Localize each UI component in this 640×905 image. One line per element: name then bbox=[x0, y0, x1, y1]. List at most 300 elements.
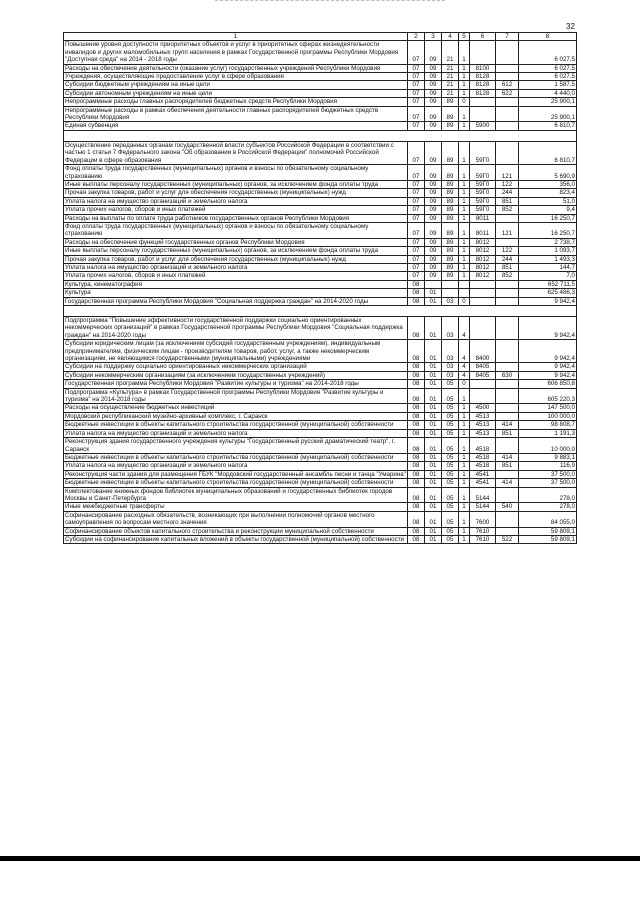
code-cell: 03 bbox=[442, 297, 459, 305]
code-cell bbox=[470, 41, 496, 64]
code-cell: 7610 bbox=[470, 527, 496, 535]
code-cell: 08 bbox=[408, 421, 425, 429]
code-cell: 1 bbox=[459, 404, 470, 412]
amount-cell: 116,9 bbox=[519, 462, 577, 470]
code-cell: 1 bbox=[459, 81, 470, 89]
code-cell: 01 bbox=[425, 470, 442, 478]
code-cell: 4518 bbox=[470, 462, 496, 470]
code-cell: 03 bbox=[442, 340, 459, 363]
page-number: 32 bbox=[566, 22, 575, 31]
code-cell: 1 bbox=[459, 165, 470, 181]
table-row bbox=[64, 421, 577, 429]
table-row bbox=[64, 98, 577, 106]
code-cell bbox=[470, 280, 496, 288]
amount-cell: 6 027,5 bbox=[519, 41, 577, 64]
code-cell: 09 bbox=[425, 122, 442, 130]
amount-cell: 1 587,5 bbox=[519, 81, 577, 89]
amount-cell: 1 493,3 bbox=[519, 255, 577, 263]
row-name-cell: Комплектование книжных фондов библиотек муниципальных образований и государственных библиотек городов Москвы и Санкт-Петербурга bbox=[64, 487, 408, 503]
amount-cell: 606 850,8 bbox=[519, 380, 577, 388]
code-cell: 09 bbox=[425, 98, 442, 106]
code-cell: 07 bbox=[408, 214, 425, 222]
row-name-cell: Подпрограмма "Повышение эффективности государственной поддержки социально ориентированных некоммерческих организаций" в рамках Государственной программы Республики Мордовия "Социальная поддержка граждан" на 2014-2020 годы bbox=[64, 317, 408, 340]
amount-cell: 356,0 bbox=[519, 180, 577, 188]
code-cell bbox=[496, 404, 519, 412]
code-cell: 07 bbox=[408, 247, 425, 255]
row-name-cell: Единая субвенция bbox=[64, 122, 408, 130]
row-name-cell: Прочая закупка товаров, работ и услуг для обеспечения государственных (муниципальных) нужд bbox=[64, 255, 408, 263]
code-cell: 09 bbox=[425, 189, 442, 197]
row-name-cell: Уплата налога на имущество организаций и земельного налога bbox=[64, 429, 408, 437]
header-cell: 7 bbox=[496, 33, 519, 41]
row-name-cell: Субсидии на поддержку социально ориентированных некоммерческих организаций bbox=[64, 363, 408, 371]
table-row bbox=[64, 412, 577, 420]
amount-cell: 37 500,0 bbox=[519, 470, 577, 478]
code-cell: 08 bbox=[408, 412, 425, 420]
code-cell: 09 bbox=[425, 238, 442, 246]
amount-cell: 10 000,0 bbox=[519, 438, 577, 454]
code-cell bbox=[470, 388, 496, 404]
code-cell bbox=[470, 106, 496, 122]
code-cell: 05 bbox=[442, 380, 459, 388]
code-cell bbox=[470, 380, 496, 388]
code-cell: 01 bbox=[425, 371, 442, 379]
header-cell: 3 bbox=[425, 33, 442, 41]
code-cell: 07 bbox=[408, 64, 425, 72]
table-body bbox=[64, 41, 577, 544]
table-row bbox=[64, 535, 577, 543]
code-cell: 09 bbox=[425, 247, 442, 255]
code-cell: 59Г0 bbox=[470, 197, 496, 205]
row-name-cell: Государственная программа Республики Мордовия "Развитие культуры и туризма" на 2014-2018 годы bbox=[64, 380, 408, 388]
code-cell: 07 bbox=[408, 165, 425, 181]
header-cell: 6 bbox=[470, 33, 496, 41]
amount-cell: 100 000,0 bbox=[519, 412, 577, 420]
code-cell: 09 bbox=[425, 141, 442, 164]
amount-cell: 59 809,1 bbox=[519, 535, 577, 543]
table-row bbox=[64, 165, 577, 181]
amount-cell: 6 810,7 bbox=[519, 122, 577, 130]
code-cell: 1 bbox=[459, 479, 470, 487]
code-cell bbox=[496, 73, 519, 81]
header-cell: 8 bbox=[519, 33, 577, 41]
code-cell: 1 bbox=[459, 503, 470, 511]
code-cell: 1 bbox=[459, 106, 470, 122]
code-cell: 1 bbox=[459, 238, 470, 246]
row-name-cell: Уплата прочих налогов, сборов и иных платежей bbox=[64, 206, 408, 214]
table-row bbox=[64, 106, 577, 122]
code-cell: 08 bbox=[408, 380, 425, 388]
header-cell: 2 bbox=[408, 33, 425, 41]
code-cell: 01 bbox=[425, 388, 442, 404]
code-cell: 05 bbox=[442, 535, 459, 543]
table-row bbox=[64, 41, 577, 64]
code-cell bbox=[442, 280, 459, 288]
code-cell bbox=[470, 317, 496, 340]
code-cell: 8400 bbox=[470, 340, 496, 363]
amount-cell: 278,0 bbox=[519, 503, 577, 511]
code-cell: 59Г0 bbox=[470, 206, 496, 214]
code-cell: 05 bbox=[442, 511, 459, 527]
code-cell bbox=[496, 511, 519, 527]
code-cell: 4513 bbox=[470, 412, 496, 420]
code-cell bbox=[496, 527, 519, 535]
code-cell: 8128 bbox=[470, 89, 496, 97]
amount-cell: 51,0 bbox=[519, 197, 577, 205]
row-name-cell: Уплата налога на имущество организаций и земельного налога bbox=[64, 462, 408, 470]
code-cell: 1 bbox=[459, 388, 470, 404]
code-cell: 09 bbox=[425, 180, 442, 188]
code-cell: 89 bbox=[442, 98, 459, 106]
code-cell: 8100 bbox=[470, 64, 496, 72]
code-cell: 05 bbox=[442, 421, 459, 429]
row-name-cell: Бюджетные инвестиции в объекты капитального строительства государственной (муниципальной) собственности bbox=[64, 453, 408, 461]
code-cell: 05 bbox=[442, 429, 459, 437]
code-cell: 07 bbox=[408, 255, 425, 263]
code-cell: 851 bbox=[496, 263, 519, 271]
code-cell bbox=[496, 340, 519, 363]
table-row bbox=[64, 130, 577, 141]
row-name-cell: Осуществление переданных органам государственной власти субъектов Российской Федерации в соответствии с частью 1 статьи 7 Федерального закона "Об образовании в Российской Федерации" полномочий Российской Федерации в сфере образования bbox=[64, 141, 408, 164]
code-cell: 4518 bbox=[470, 438, 496, 454]
code-cell bbox=[425, 280, 442, 288]
code-cell: 89 bbox=[442, 189, 459, 197]
table-row bbox=[64, 289, 577, 297]
code-cell: 630 bbox=[496, 371, 519, 379]
code-cell: 244 bbox=[496, 189, 519, 197]
code-cell: 08 bbox=[408, 280, 425, 288]
code-cell: 8012 bbox=[470, 255, 496, 263]
table-row bbox=[64, 470, 577, 478]
code-cell: 4500 bbox=[470, 404, 496, 412]
code-cell: 1 bbox=[459, 214, 470, 222]
code-cell: 08 bbox=[408, 527, 425, 535]
code-cell bbox=[496, 388, 519, 404]
code-cell bbox=[459, 280, 470, 288]
row-name-cell: Софинансирование объектов капитального строительства и реконструкции муниципальной собственности bbox=[64, 527, 408, 535]
code-cell: 21 bbox=[442, 73, 459, 81]
code-cell: 08 bbox=[408, 438, 425, 454]
code-cell: 01 bbox=[425, 317, 442, 340]
code-cell: 08 bbox=[408, 404, 425, 412]
code-cell: 1 bbox=[459, 511, 470, 527]
code-cell: 8405 bbox=[470, 371, 496, 379]
code-cell: 4541 bbox=[470, 479, 496, 487]
code-cell: 8128 bbox=[470, 81, 496, 89]
code-cell: 21 bbox=[442, 41, 459, 64]
code-cell bbox=[496, 122, 519, 130]
header-cell: 1 bbox=[64, 33, 408, 41]
code-cell: 08 bbox=[408, 535, 425, 543]
code-cell: 07 bbox=[408, 206, 425, 214]
code-cell: 89 bbox=[442, 141, 459, 164]
code-cell: 89 bbox=[442, 214, 459, 222]
code-cell bbox=[470, 297, 496, 305]
code-cell: 07 bbox=[408, 89, 425, 97]
table-row bbox=[64, 462, 577, 470]
code-cell: 01 bbox=[425, 421, 442, 429]
code-cell bbox=[496, 280, 519, 288]
code-cell: 08 bbox=[408, 511, 425, 527]
row-name-cell: Фонд оплаты труда государственных (муниципальных) органов и взносы по обязательному социальному страхованию bbox=[64, 222, 408, 238]
row-name-cell: Расходы на осуществление бюджетных инвестиций bbox=[64, 404, 408, 412]
code-cell: 1 bbox=[459, 535, 470, 543]
code-cell: 59Г0 bbox=[470, 165, 496, 181]
code-cell bbox=[496, 214, 519, 222]
row-name-cell: Субсидии на софинансирование капитальных вложений в объекты государственной (муниципальной) собственности bbox=[64, 535, 408, 543]
code-cell: 01 bbox=[425, 453, 442, 461]
row-name-cell: Государственная программа Республики Мордовия "Социальная поддержка граждан" на 2014-2020 годы bbox=[64, 297, 408, 305]
code-cell bbox=[496, 363, 519, 371]
code-cell: 244 bbox=[496, 255, 519, 263]
code-cell: 8011 bbox=[470, 222, 496, 238]
row-name-cell: Бюджетные инвестиции в объекты капитального строительства государственной (муниципальной) собственности bbox=[64, 479, 408, 487]
code-cell: 05 bbox=[442, 527, 459, 535]
code-cell bbox=[470, 98, 496, 106]
amount-cell: 98 808,7 bbox=[519, 421, 577, 429]
amount-cell: 144,7 bbox=[519, 263, 577, 271]
code-cell: 07 bbox=[408, 197, 425, 205]
row-name-cell: Расходы на обеспечение деятельности (оказание услуг) государственных учреждений Республики Мордовия bbox=[64, 64, 408, 72]
amount-cell: 9 942,4 bbox=[519, 363, 577, 371]
row-name-cell: Непрограммные расходы главных распорядителей бюджетных средств Республики Мордовия bbox=[64, 98, 408, 106]
table-row bbox=[64, 81, 577, 89]
code-cell bbox=[496, 141, 519, 164]
code-cell: 1 bbox=[459, 141, 470, 164]
code-cell: 89 bbox=[442, 122, 459, 130]
code-cell: 07 bbox=[408, 141, 425, 164]
code-cell: 1 bbox=[459, 255, 470, 263]
table-row bbox=[64, 247, 577, 255]
table-row bbox=[64, 363, 577, 371]
code-cell: 1 bbox=[459, 247, 470, 255]
code-cell: 1 bbox=[459, 222, 470, 238]
amount-cell: 6 810,7 bbox=[519, 141, 577, 164]
code-cell: 01 bbox=[425, 438, 442, 454]
code-cell: 09 bbox=[425, 255, 442, 263]
row-name-cell: Уплата налога на имущество организаций и земельного налога bbox=[64, 197, 408, 205]
table-row bbox=[64, 487, 577, 503]
code-cell: 07 bbox=[408, 238, 425, 246]
code-cell: 09 bbox=[425, 263, 442, 271]
code-cell: 01 bbox=[425, 297, 442, 305]
code-cell bbox=[470, 289, 496, 297]
table-row bbox=[64, 479, 577, 487]
table-row bbox=[64, 73, 577, 81]
amount-cell: 823,4 bbox=[519, 189, 577, 197]
amount-cell: 5 690,9 bbox=[519, 165, 577, 181]
code-cell: 05 bbox=[442, 453, 459, 461]
code-cell: 07 bbox=[408, 41, 425, 64]
table-row bbox=[64, 297, 577, 305]
code-cell: 1 bbox=[459, 89, 470, 97]
code-cell: 1 bbox=[459, 453, 470, 461]
code-cell: 01 bbox=[425, 535, 442, 543]
code-cell: 08 bbox=[408, 388, 425, 404]
code-cell bbox=[496, 41, 519, 64]
code-cell: 8012 bbox=[470, 263, 496, 271]
code-cell: 414 bbox=[496, 479, 519, 487]
table-row bbox=[64, 380, 577, 388]
code-cell: 09 bbox=[425, 197, 442, 205]
row-name-cell: Культура bbox=[64, 289, 408, 297]
code-cell: 4513 bbox=[470, 421, 496, 429]
row-name-cell: Расходы на обеспечение функций государственных органов Республики Мордовия bbox=[64, 238, 408, 246]
code-cell: 59Г0 bbox=[470, 180, 496, 188]
code-cell: 1 bbox=[459, 272, 470, 280]
code-cell bbox=[496, 487, 519, 503]
row-name-cell: Уплата налога на имущество организаций и земельного налога bbox=[64, 263, 408, 271]
amount-cell: 147 500,0 bbox=[519, 404, 577, 412]
code-cell: 8012 bbox=[470, 238, 496, 246]
code-cell: 851 bbox=[496, 197, 519, 205]
budget-table bbox=[63, 32, 577, 544]
code-cell: 59Г0 bbox=[470, 141, 496, 164]
row-name-cell: Субсидии автономным учреждениям на иные цели bbox=[64, 89, 408, 97]
code-cell: 8012 bbox=[470, 272, 496, 280]
code-cell: 07 bbox=[408, 81, 425, 89]
code-cell: 0 bbox=[459, 380, 470, 388]
code-cell: 89 bbox=[442, 247, 459, 255]
code-cell: 5144 bbox=[470, 503, 496, 511]
table-row bbox=[64, 180, 577, 188]
code-cell: 1 bbox=[459, 197, 470, 205]
amount-cell: 6 027,5 bbox=[519, 64, 577, 72]
header-row bbox=[64, 33, 577, 41]
amount-cell: 16 250,7 bbox=[519, 222, 577, 238]
code-cell: 09 bbox=[425, 64, 442, 72]
code-cell: 21 bbox=[442, 89, 459, 97]
code-cell: 08 bbox=[408, 371, 425, 379]
amount-cell: 16 250,7 bbox=[519, 214, 577, 222]
table-row bbox=[64, 527, 577, 535]
table-row bbox=[64, 340, 577, 363]
code-cell: 01 bbox=[425, 412, 442, 420]
code-cell: 89 bbox=[442, 255, 459, 263]
code-cell bbox=[496, 412, 519, 420]
amount-cell: 605 220,3 bbox=[519, 388, 577, 404]
amount-cell: 9 942,4 bbox=[519, 297, 577, 305]
table-row bbox=[64, 197, 577, 205]
amount-cell: 1 191,3 bbox=[519, 429, 577, 437]
code-cell: 612 bbox=[496, 81, 519, 89]
code-cell: 07 bbox=[408, 263, 425, 271]
code-cell: 89 bbox=[442, 238, 459, 246]
code-cell: 08 bbox=[408, 297, 425, 305]
code-cell bbox=[459, 289, 470, 297]
code-cell: 08 bbox=[408, 479, 425, 487]
code-cell: 89 bbox=[442, 197, 459, 205]
code-cell: 4541 bbox=[470, 470, 496, 478]
table-row bbox=[64, 206, 577, 214]
code-cell: 08 bbox=[408, 470, 425, 478]
spacer-cell bbox=[64, 306, 577, 317]
code-cell: 122 bbox=[496, 180, 519, 188]
code-cell: 1 bbox=[459, 527, 470, 535]
code-cell: 07 bbox=[408, 106, 425, 122]
code-cell: 522 bbox=[496, 535, 519, 543]
amount-cell: 652 711,5 bbox=[519, 280, 577, 288]
code-cell: 07 bbox=[408, 73, 425, 81]
code-cell bbox=[496, 297, 519, 305]
code-cell: 08 bbox=[408, 340, 425, 363]
code-cell: 08 bbox=[408, 503, 425, 511]
table-row bbox=[64, 222, 577, 238]
table-row bbox=[64, 263, 577, 271]
amount-cell: 2 738,7 bbox=[519, 238, 577, 246]
code-cell bbox=[496, 98, 519, 106]
code-cell: 01 bbox=[425, 340, 442, 363]
code-cell: 05 bbox=[442, 487, 459, 503]
table-row bbox=[64, 453, 577, 461]
row-name-cell: Расходы на выплаты по оплате труда работников государственных органов Республики Мордовия bbox=[64, 214, 408, 222]
code-cell: 01 bbox=[425, 380, 442, 388]
table-row bbox=[64, 429, 577, 437]
row-name-cell: Учреждения, осуществляющие предоставление услуг в сфере образования bbox=[64, 73, 408, 81]
code-cell: 1 bbox=[459, 263, 470, 271]
code-cell: 09 bbox=[425, 222, 442, 238]
code-cell: 08 bbox=[408, 363, 425, 371]
code-cell: 122 bbox=[496, 247, 519, 255]
code-cell: 1 bbox=[459, 73, 470, 81]
code-cell: 414 bbox=[496, 421, 519, 429]
amount-cell: 9 883,1 bbox=[519, 453, 577, 461]
code-cell: 851 bbox=[496, 429, 519, 437]
code-cell: 4518 bbox=[470, 453, 496, 461]
code-cell bbox=[496, 438, 519, 454]
row-name-cell: Иные выплаты персоналу государственных (муниципальных) органов, за исключением фонда оплаты труда bbox=[64, 180, 408, 188]
table-row bbox=[64, 511, 577, 527]
code-cell: 5900 bbox=[470, 122, 496, 130]
code-cell: 07 bbox=[408, 122, 425, 130]
amount-cell: 7,0 bbox=[519, 272, 577, 280]
row-name-cell: Реконструкция здания государственного учреждения культуры "Государственный русский драматический театр", г. Саранск bbox=[64, 438, 408, 454]
amount-cell: 1 093,7 bbox=[519, 247, 577, 255]
table-row bbox=[64, 89, 577, 97]
code-cell: 07 bbox=[408, 98, 425, 106]
code-cell: 09 bbox=[425, 206, 442, 214]
code-cell: 05 bbox=[442, 412, 459, 420]
header-cell: 4 bbox=[442, 33, 459, 41]
table-row bbox=[64, 189, 577, 197]
row-name-cell: Повышение уровня доступности приоритетных объектов и услуг в приоритетных сферах жизнедеятельности инвалидов и других маломобильных групп населения в рамках Государственной программы Республики Мордовия "Доступная среда" на 2014 - 2018 годы bbox=[64, 41, 408, 64]
code-cell: 1 bbox=[459, 412, 470, 420]
code-cell: 1 bbox=[459, 180, 470, 188]
code-cell: 08 bbox=[408, 487, 425, 503]
table-row bbox=[64, 141, 577, 164]
code-cell: 08 bbox=[408, 462, 425, 470]
code-cell: 01 bbox=[425, 503, 442, 511]
amount-cell: 4 440,0 bbox=[519, 89, 577, 97]
code-cell: 21 bbox=[442, 64, 459, 72]
code-cell: 09 bbox=[425, 81, 442, 89]
table-row bbox=[64, 503, 577, 511]
code-cell: 01 bbox=[425, 289, 442, 297]
code-cell: 05 bbox=[442, 438, 459, 454]
code-cell: 07 bbox=[408, 272, 425, 280]
scan-top-marks bbox=[215, 0, 445, 4]
row-name-cell: Бюджетные инвестиции в объекты капитального строительства государственной (муниципальной) собственности bbox=[64, 421, 408, 429]
row-name-cell: Субсидии некоммерческим организациям (за исключением государственных учреждений) bbox=[64, 371, 408, 379]
code-cell: 09 bbox=[425, 73, 442, 81]
code-cell: 05 bbox=[442, 404, 459, 412]
row-name-cell: Софинансирование расходных обязательств, возникающих при выполнении полномочий органов местного самоуправления по вопросам местного значения bbox=[64, 511, 408, 527]
code-cell: 05 bbox=[442, 388, 459, 404]
row-name-cell: Субсидии бюджетным учреждениям на иные цели bbox=[64, 81, 408, 89]
code-cell bbox=[496, 64, 519, 72]
code-cell: 03 bbox=[442, 317, 459, 340]
table-row bbox=[64, 238, 577, 246]
